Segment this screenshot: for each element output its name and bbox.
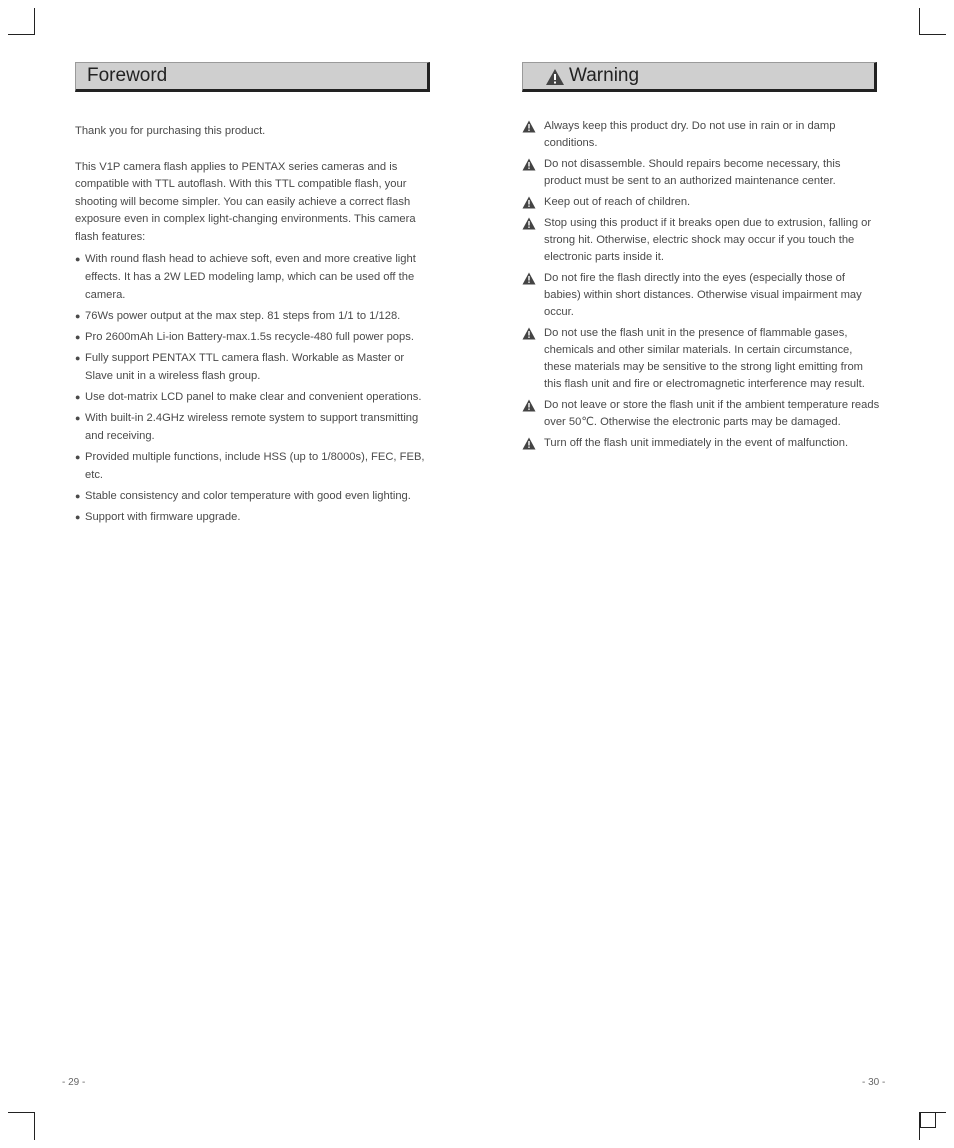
bullet-icon: ●	[75, 254, 81, 264]
registration-box	[920, 1112, 936, 1128]
warning-section	[522, 62, 880, 456]
warning-item	[522, 325, 880, 393]
description-text: This V1P camera flash applies to PENTAX series cameras and is compatible with TTL autoflash. With this TTL compatible flash, your shooting will become simpler. You can easily achieve a correct flash exposure even in complex light-changing environments. This camera flash features:	[75, 160, 416, 243]
feature-text: Fully support PENTAX TTL camera flash. Workable as Master or Slave unit in a wireless flash group.	[85, 352, 405, 382]
crop-mark	[34, 1112, 35, 1140]
warning-triangle-icon	[545, 68, 565, 86]
feature-item	[75, 508, 435, 526]
feature-text: With built-in 2.4GHz wireless remote system to support transmitting and receiving.	[85, 412, 419, 442]
feature-text: Support with firmware upgrade.	[85, 511, 241, 523]
bullet-icon: ●	[75, 452, 81, 462]
warning-triangle-icon	[522, 196, 536, 209]
features-list	[75, 250, 435, 526]
foreword-header	[75, 62, 430, 92]
warning-item	[522, 156, 880, 190]
feature-item	[75, 448, 435, 484]
warning-triangle-icon	[522, 437, 536, 450]
warning-text: Turn off the flash unit immediately in the event of malfunction.	[544, 437, 849, 449]
page-number-right: - 30 -	[862, 1077, 886, 1088]
warning-text: Do not use the flash unit in the presence of flammable gases, chemicals and other similar materials. In certain circumstance, these materials may be sensitive to the strong light emitting from this flash unit and fire or electromagnetic interference may result.	[544, 327, 865, 390]
bullet-icon: ●	[75, 353, 81, 363]
feature-text: Stable consistency and color temperature with good even lighting.	[85, 490, 411, 502]
bullet-icon: ●	[75, 413, 81, 423]
warning-triangle-icon	[522, 158, 536, 171]
warning-title: Warning	[569, 65, 640, 86]
warning-triangle-icon	[522, 327, 536, 340]
page-number-left: - 29 -	[62, 1077, 86, 1088]
feature-text: Provided multiple functions, include HSS (up to 1/8000s), FEC, FEB, etc.	[85, 451, 425, 481]
feature-text: Pro 2600mAh Li-ion Battery-max.1.5s recycle-480 full power pops.	[85, 331, 414, 343]
feature-item	[75, 307, 435, 325]
bullet-icon: ●	[75, 311, 81, 321]
warning-text: Do not leave or store the flash unit if the ambient temperature reads over 50℃. Otherwise the electronic parts may be damaged.	[544, 399, 880, 428]
warning-triangle-icon	[522, 120, 536, 133]
crop-mark	[34, 8, 35, 34]
foreword-intro	[75, 123, 435, 246]
warning-triangle-icon	[522, 217, 536, 230]
warning-text: Do not fire the flash directly into the eyes (especially those of babies) within short distances. Otherwise visual impairment may occur.	[544, 272, 862, 318]
feature-item	[75, 409, 435, 445]
foreword-section	[75, 62, 435, 529]
warning-item	[522, 194, 880, 211]
bullet-icon: ●	[75, 332, 81, 342]
warning-text: Stop using this product if it breaks open due to extrusion, falling or strong hit. Otherwise, electric shock may occur if you touch the electronic parts inside it.	[544, 217, 872, 263]
crop-mark	[8, 34, 35, 35]
warning-item	[522, 215, 880, 266]
warning-text: Keep out of reach of children.	[544, 196, 691, 208]
warning-triangle-icon	[522, 272, 536, 285]
thank-you-text: Thank you for purchasing this product.	[75, 125, 266, 137]
bullet-icon: ●	[75, 392, 81, 402]
feature-item	[75, 250, 435, 304]
crop-mark	[919, 34, 946, 35]
crop-mark	[8, 1112, 35, 1113]
feature-text: With round flash head to achieve soft, even and more creative light effects. It has a 2W LED modeling lamp, which can be used off the camera.	[85, 253, 416, 301]
warning-header	[522, 62, 877, 92]
feature-item	[75, 388, 435, 406]
warning-item	[522, 118, 880, 152]
foreword-title: Foreword	[87, 65, 168, 86]
warning-triangle-icon	[522, 399, 536, 412]
feature-item	[75, 487, 435, 505]
warning-text: Do not disassemble. Should repairs become necessary, this product must be sent to an authorized maintenance center.	[544, 158, 841, 187]
warning-item	[522, 397, 880, 431]
feature-item	[75, 349, 435, 385]
warning-text: Always keep this product dry. Do not use in rain or in damp conditions.	[544, 120, 836, 149]
feature-text: 76Ws power output at the max step. 81 steps from 1/1 to 1/128.	[85, 310, 401, 322]
warning-item	[522, 270, 880, 321]
bullet-icon: ●	[75, 491, 81, 501]
feature-text: Use dot-matrix LCD panel to make clear and convenient operations.	[85, 391, 422, 403]
warnings-list	[522, 118, 880, 452]
crop-mark	[919, 8, 920, 34]
warning-item	[522, 435, 880, 452]
bullet-icon: ●	[75, 512, 81, 522]
feature-item	[75, 328, 435, 346]
